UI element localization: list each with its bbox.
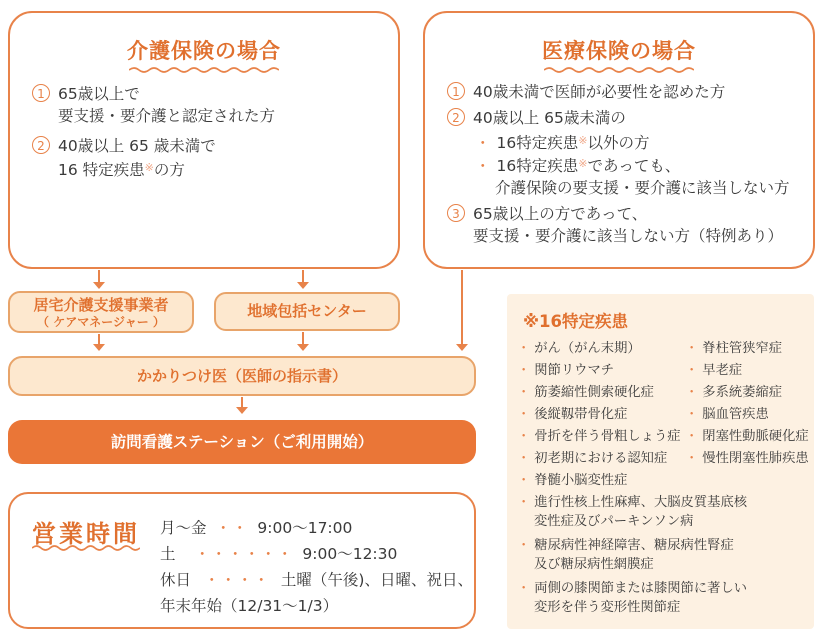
doctor-pill bbox=[8, 356, 476, 396]
station-pill bbox=[8, 420, 476, 464]
disease-item bbox=[685, 405, 769, 424]
wave-underline-icon bbox=[32, 544, 140, 552]
doctor-label: かかりつけ医（医師の指示書） bbox=[136, 367, 347, 385]
disease-label-cont: 変形を伴う変形性関節症 bbox=[534, 600, 681, 615]
care-manager-line2: （ ケアマネージャー ） bbox=[37, 315, 165, 329]
circled-number: 1 bbox=[32, 84, 50, 102]
hours-row bbox=[160, 568, 473, 590]
hours-label: 営業時間 bbox=[32, 520, 140, 548]
bullet-icon: ・ bbox=[517, 451, 531, 466]
iryo-item-3 bbox=[447, 203, 783, 247]
iryo-sub-2-line2: 介護保険の要支援・要介護に該当しない方 bbox=[495, 179, 790, 197]
kaigo-item-1 bbox=[32, 83, 275, 127]
arrow-down-icon bbox=[296, 270, 310, 290]
disease-label: 進行性核上性麻痺、大脳皮質基底核 bbox=[534, 495, 748, 510]
disease-label-cont: 変性症及びパーキンソン病 bbox=[534, 514, 694, 529]
diseases-title: ※16特定疾患 bbox=[523, 312, 629, 331]
iryo-box bbox=[423, 11, 815, 269]
disease-label: 関節リウマチ bbox=[534, 363, 615, 378]
hours-row bbox=[160, 516, 352, 538]
kaigo-item-2 bbox=[32, 135, 216, 181]
community-center-pill bbox=[214, 292, 400, 331]
diseases-panel bbox=[507, 294, 814, 629]
bullet-icon: ・ bbox=[685, 407, 699, 422]
disease-label: がん（がん末期） bbox=[534, 341, 641, 356]
kaigo-item-2-line2: 16 特定疾患 bbox=[58, 161, 145, 179]
asterisk-mark: ※ bbox=[578, 157, 588, 170]
circled-number: 2 bbox=[447, 108, 465, 126]
iryo-item-2 bbox=[447, 107, 626, 129]
bullet-icon: ・ bbox=[517, 538, 531, 553]
bullet-icon: ・ bbox=[685, 385, 699, 400]
disease-label: 骨折を伴う骨粗しょう症 bbox=[534, 429, 681, 444]
hours-day: 土 bbox=[160, 545, 176, 563]
dot-leader: ・・ bbox=[215, 519, 249, 537]
disease-label: 脳血管疾患 bbox=[702, 407, 769, 422]
disease-item bbox=[517, 493, 747, 531]
arrow-down-icon bbox=[455, 270, 469, 352]
kaigo-item-1-line2: 要支援・要介護と認定された方 bbox=[58, 107, 276, 125]
hours-day: 休日 bbox=[160, 571, 192, 589]
dot-leader: ・・・・ bbox=[203, 571, 270, 589]
dot-leader: ・・・・・・ bbox=[194, 545, 294, 563]
hours-box bbox=[8, 492, 476, 629]
hours-row bbox=[160, 542, 397, 564]
hours-time: 9:00～12:30 bbox=[302, 545, 398, 563]
disease-label: 早老症 bbox=[702, 363, 743, 378]
disease-label: 脊柱管狭窄症 bbox=[702, 341, 783, 356]
wave-underline-icon bbox=[129, 66, 279, 74]
care-manager-line1: 居宅介護支援事業者 bbox=[33, 296, 169, 314]
kaigo-box bbox=[8, 11, 400, 269]
disease-label: 脊髄小脳変性症 bbox=[534, 473, 628, 488]
bullet-icon: ・ bbox=[517, 495, 531, 510]
arrow-down-icon bbox=[296, 332, 310, 352]
kaigo-title: 介護保険の場合 bbox=[127, 39, 281, 63]
disease-item bbox=[517, 536, 734, 574]
arrow-down-icon bbox=[92, 270, 106, 290]
circled-number: 1 bbox=[447, 82, 465, 100]
iryo-item-2-text: 40歳以上 65歳未満の bbox=[473, 109, 626, 127]
disease-item bbox=[517, 339, 641, 358]
iryo-item-1-text: 40歳未満で医師が必要性を認めた方 bbox=[473, 83, 726, 101]
disease-item bbox=[517, 405, 627, 424]
iryo-sub-2-tail: であっても、 bbox=[587, 157, 681, 175]
circled-number: 2 bbox=[32, 136, 50, 154]
care-manager-pill bbox=[8, 291, 194, 333]
asterisk-mark: ※ bbox=[578, 134, 588, 147]
bullet-icon: ・ bbox=[517, 407, 531, 422]
asterisk-mark: ※ bbox=[144, 161, 154, 174]
disease-item bbox=[517, 449, 667, 468]
iryo-item-3-line1: 65歳以上の方であって、 bbox=[473, 205, 648, 223]
circled-number: 3 bbox=[447, 204, 465, 222]
hours-time: 土曜（午後)、日曜、祝日、 bbox=[280, 571, 473, 589]
hours-extra: 年末年始（12/31～1/3） bbox=[160, 597, 339, 615]
bullet-icon: ・ bbox=[685, 341, 699, 356]
iryo-sub-1-text: 16特定疾患 bbox=[496, 134, 579, 152]
bullet-icon: ・ bbox=[517, 473, 531, 488]
bullet-icon: ・ bbox=[517, 581, 531, 596]
hours-time: 9:00～17:00 bbox=[257, 519, 353, 537]
disease-item bbox=[517, 383, 654, 402]
arrow-down-icon bbox=[92, 334, 106, 352]
disease-item bbox=[517, 471, 627, 490]
bullet-icon: ・ bbox=[517, 385, 531, 400]
disease-item bbox=[517, 579, 747, 617]
disease-label: 慢性閉塞性肺疾患 bbox=[702, 451, 809, 466]
disease-label: 閉塞性動脈硬化症 bbox=[702, 429, 809, 444]
disease-label: 両側の膝関節または膝関節に著しい bbox=[534, 581, 748, 596]
community-center-label: 地域包括センター bbox=[247, 302, 367, 320]
disease-label: 筋萎縮性側索硬化症 bbox=[534, 385, 654, 400]
disease-label: 後縦靱帯骨化症 bbox=[534, 407, 628, 422]
iryo-sub-1 bbox=[475, 130, 649, 154]
disease-item bbox=[685, 427, 809, 446]
bullet-icon: ・ bbox=[685, 429, 699, 444]
kaigo-item-1-line1: 65歳以上で bbox=[58, 85, 140, 103]
disease-item bbox=[685, 383, 782, 402]
disease-item bbox=[517, 361, 614, 380]
iryo-sub-1-tail: 以外の方 bbox=[587, 134, 650, 152]
disease-label: 糖尿病性神経障害、糖尿病性腎症 bbox=[534, 538, 734, 553]
disease-item bbox=[685, 339, 782, 358]
wave-underline-icon bbox=[544, 66, 694, 74]
iryo-sub-2 bbox=[475, 153, 790, 199]
bullet-icon: ・ bbox=[475, 157, 491, 175]
bullet-icon: ・ bbox=[685, 451, 699, 466]
kaigo-item-2-line2-tail: の方 bbox=[153, 161, 185, 179]
disease-item bbox=[517, 427, 681, 446]
bullet-icon: ・ bbox=[685, 363, 699, 378]
iryo-sub-2-text: 16特定疾患 bbox=[496, 157, 579, 175]
iryo-item-1 bbox=[447, 81, 725, 103]
station-label: 訪問看護ステーション（ご利用開始） bbox=[110, 433, 374, 451]
bullet-icon: ・ bbox=[475, 134, 491, 152]
bullet-icon: ・ bbox=[517, 363, 531, 378]
iryo-item-3-line2: 要支援・要介護に該当しない方（特例あり） bbox=[473, 227, 784, 245]
disease-item bbox=[685, 361, 742, 380]
disease-label: 多系統萎縮症 bbox=[702, 385, 783, 400]
bullet-icon: ・ bbox=[517, 341, 531, 356]
iryo-title: 医療保険の場合 bbox=[542, 39, 696, 63]
disease-label-cont: 及び糖尿病性網膜症 bbox=[534, 557, 654, 572]
bullet-icon: ・ bbox=[517, 429, 531, 444]
kaigo-item-2-line1: 40歳以上 65 歳未満で bbox=[58, 137, 216, 155]
disease-item bbox=[685, 449, 809, 468]
disease-label: 初老期における認知症 bbox=[534, 451, 668, 466]
arrow-down-icon bbox=[235, 397, 249, 415]
hours-day: 月～金 bbox=[160, 519, 207, 537]
